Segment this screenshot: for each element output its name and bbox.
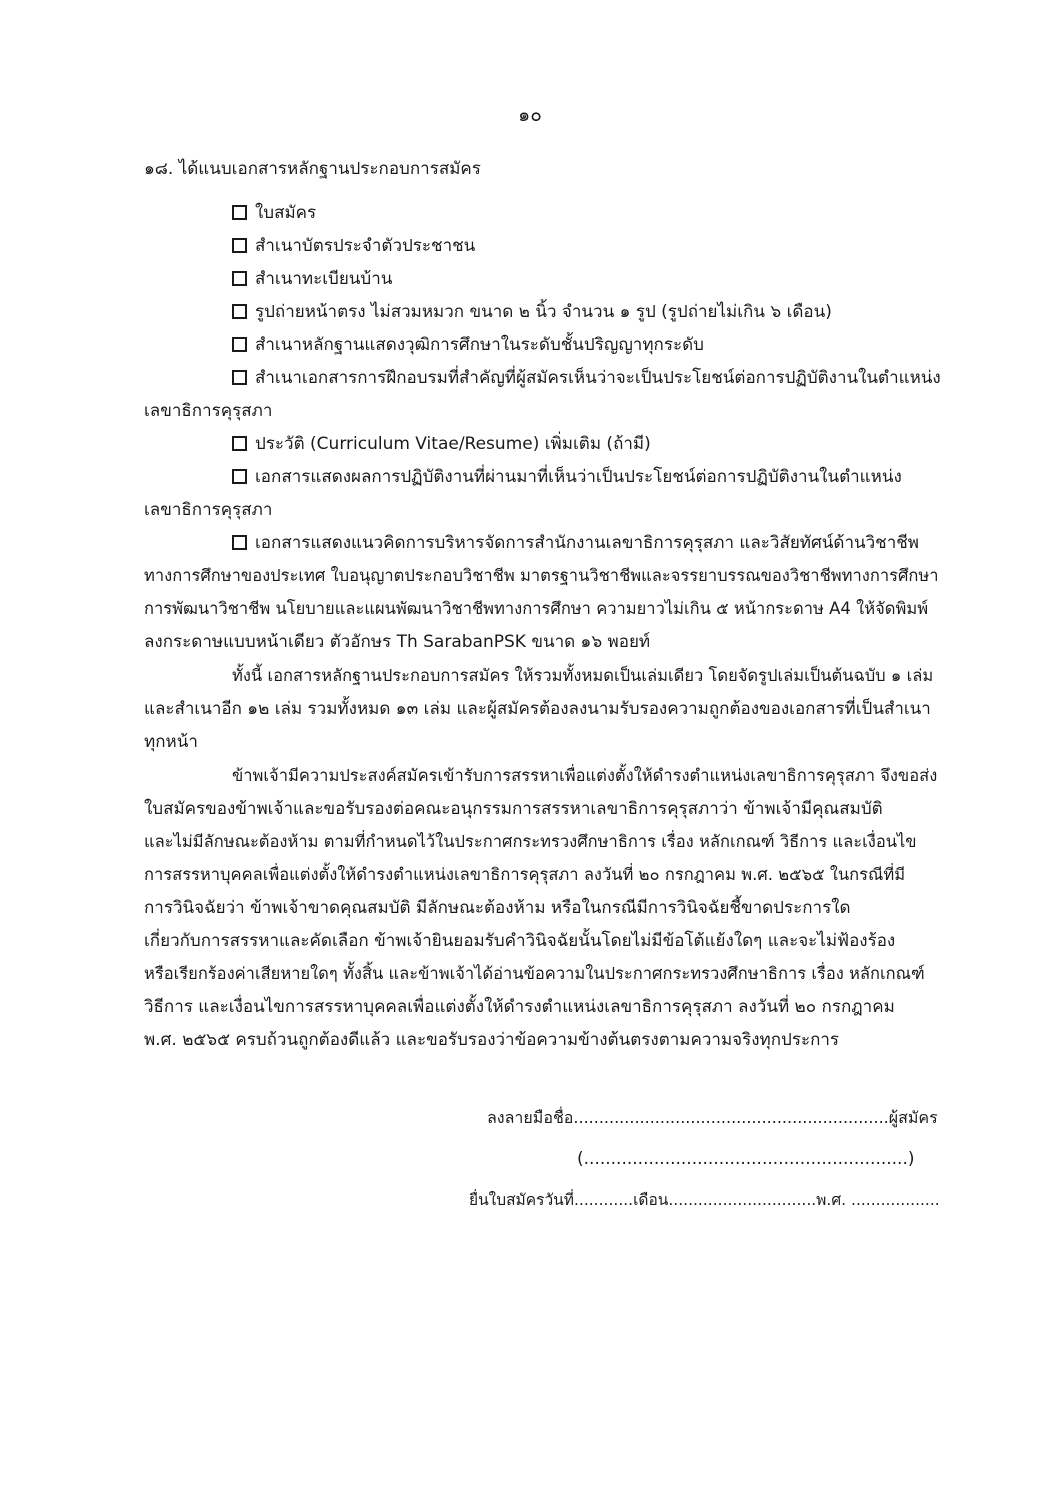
checklist-item-vision-cont: ทางการศึกษาของประเทศ ใบอนุญาตประกอบวิชาชีพ มาตรฐานวิชาชีพและจรรยาบรรณของวิชาชีพทางการศึกษา bbox=[144, 566, 939, 585]
signature-line[interactable]: ลงลายมือชื่อ..............................................................ผู้สมัคร bbox=[487, 1108, 938, 1127]
checklist-item-application: ใบสมัคร bbox=[232, 201, 316, 225]
applicant-name-line[interactable]: (............................................................) bbox=[577, 1149, 915, 1169]
section-heading: ๑๘. ได้แนบเอกสารหลักฐานประกอบการสมัคร bbox=[144, 159, 481, 179]
declaration-line: การสรรหาบุคคลเพื่อแต่งตั้งให้ดำรงตำแหน่งเลขาธิการคุรุสภา ลงวันที่ ๒๐ กรกฎาคม พ.ศ. ๒๕๖๕ ในกรณีที่มี bbox=[144, 865, 906, 884]
checklist-item-training: สำเนาเอกสารการฝึกอบรมที่สำคัญที่ผู้สมัครเห็นว่าจะเป็นประโยชน์ต่อการปฏิบัติงานในตำแหน่ง bbox=[232, 366, 941, 390]
page-number: ๑๐ bbox=[518, 104, 542, 126]
checkbox[interactable] bbox=[232, 436, 247, 451]
declaration-line: พ.ศ. ๒๕๖๕ ครบถ้วนถูกต้องดีแล้ว และขอรับรองว่าข้อความข้างต้นตรงตามความจริงทุกประการ bbox=[144, 1030, 840, 1050]
checklist-item-cv: ประวัติ (Curriculum Vitae/Resume) เพิ่มเติม (ถ้ามี) bbox=[232, 432, 651, 456]
declaration-line: วิธีการ และเงื่อนไขการสรรหาบุคคลเพื่อแต่งตั้งให้ดำรงตำแหน่งเลขาธิการคุรุสภา ลงวันที่ ๒๐ กรกฎาคม bbox=[144, 997, 895, 1017]
checkbox[interactable] bbox=[232, 238, 247, 253]
checklist-item-vision: เอกสารแสดงแนวคิดการบริหารจัดการสำนักงานเลขาธิการคุรุสภา และวิสัยทัศน์ด้านวิชาชีพ bbox=[232, 531, 919, 555]
checklist-item-id-card: สำเนาบัตรประจำตัวประชาชน bbox=[232, 234, 475, 258]
declaration-line: เกี่ยวกับการสรรหาและคัดเลือก ข้าพเจ้ายินยอมรับคำวินิจฉัยนั้นโดยไม่มีข้อโต้แย้งใดๆ และจะไม่ฟ้องร้อง bbox=[144, 931, 896, 951]
note-paragraph-line: ทั้งนี้ เอกสารหลักฐานประกอบการสมัคร ให้รวมทั้งหมดเป็นเล่มเดียว โดยจัดรูปเล่มเป็นต้นฉบับ ๑ เล่ม bbox=[232, 666, 934, 685]
checklist-item-photo: รูปถ่ายหน้าตรง ไม่สวมหมวก ขนาด ๒ นิ้ว จำนวน ๑ รูป (รูปถ่ายไม่เกิน ๖ เดือน) bbox=[232, 300, 832, 324]
checklist-item-vision-cont: การพัฒนาวิชาชีพ นโยบายและแผนพัฒนาวิชาชีพทางการศึกษา ความยาวไม่เกิน ๕ หน้ากระดาษ A4 ให้จัดพิมพ์ bbox=[144, 599, 929, 618]
checkbox[interactable] bbox=[232, 535, 247, 550]
checkbox[interactable] bbox=[232, 469, 247, 484]
checkbox[interactable] bbox=[232, 304, 247, 319]
declaration-line: และไม่มีลักษณะต้องห้าม ตามที่กำหนดไว้ในประกาศกระทรวงศึกษาธิการ เรื่อง หลักเกณฑ์ วิธีการ และเงื่อนไข bbox=[144, 832, 917, 851]
declaration-line: หรือเรียกร้องค่าเสียหายใดๆ ทั้งสิ้น และข้าพเจ้าได้อ่านข้อความในประกาศกระทรวงศึกษาธิการ เรื่อง หลักเกณฑ์ bbox=[144, 964, 925, 983]
checklist-item-training-cont: เลขาธิการคุรุสภา bbox=[144, 401, 273, 421]
note-paragraph-line: ทุกหน้า bbox=[144, 732, 198, 752]
submission-date-line[interactable]: ยื่นใบสมัครวันที่............เดือน..............................พ.ศ. .................. bbox=[469, 1191, 940, 1209]
checklist-item-house-registration: สำเนาทะเบียนบ้าน bbox=[232, 267, 392, 291]
checkbox[interactable] bbox=[232, 271, 247, 286]
checklist-item-degree: สำเนาหลักฐานแสดงวุฒิการศึกษาในระดับชั้นปริญญาทุกระดับ bbox=[232, 333, 704, 357]
checklist-item-vision-cont: ลงกระดาษแบบหน้าเดียว ตัวอักษร Th SarabanPSK ขนาด ๑๖ พอยท์ bbox=[144, 632, 651, 652]
checklist-item-performance-cont: เลขาธิการคุรุสภา bbox=[144, 500, 273, 520]
declaration-line: การวินิจฉัยว่า ข้าพเจ้าขาดคุณสมบัติ มีลักษณะต้องห้าม หรือในกรณีมีการวินิจฉัยชี้ขาดประการใด bbox=[144, 898, 851, 918]
note-paragraph-line: และสำเนาอีก ๑๒ เล่ม รวมทั้งหมด ๑๓ เล่ม และผู้สมัครต้องลงนามรับรองความถูกต้องของเอกสารที่เป็นสำเนา bbox=[144, 699, 931, 719]
checkbox[interactable] bbox=[232, 337, 247, 352]
declaration-line: ข้าพเจ้ามีความประสงค์สมัครเข้ารับการสรรหาเพื่อแต่งตั้งให้ดำรงตำแหน่งเลขาธิการคุรุสภา จึงขอส่ง bbox=[232, 766, 938, 785]
declaration-line: ใบสมัครของข้าพเจ้าและขอรับรองต่อคณะอนุกรรมการสรรหาเลขาธิการคุรุสภาว่า ข้าพเจ้ามีคุณสมบัติ bbox=[144, 799, 883, 819]
checkbox[interactable] bbox=[232, 370, 247, 385]
checklist-item-performance: เอกสารแสดงผลการปฏิบัติงานที่ผ่านมาที่เห็นว่าเป็นประโยชน์ต่อการปฏิบัติงานในตำแหน่ง bbox=[232, 465, 902, 489]
checkbox[interactable] bbox=[232, 205, 247, 220]
